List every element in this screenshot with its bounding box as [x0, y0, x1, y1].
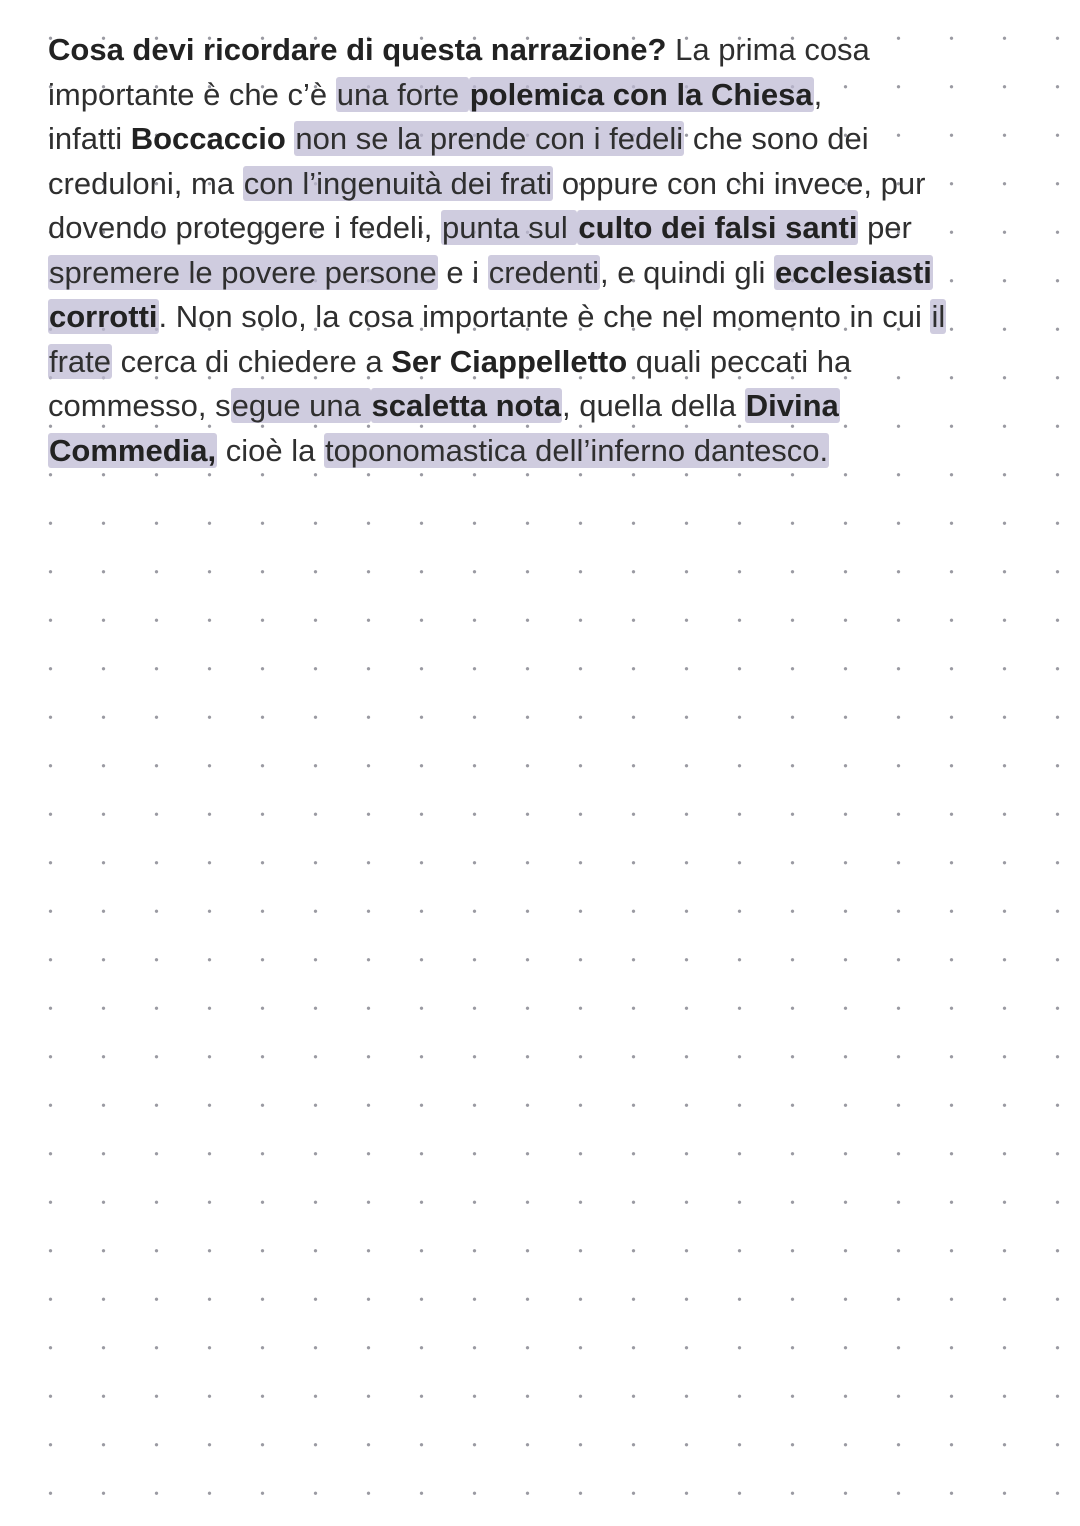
highlighted-text: toponomastica dell’inferno dantesco.: [324, 432, 829, 468]
text-line: [48, 384, 1048, 429]
text-line: [48, 429, 1048, 474]
text-run: creduloni, ma: [48, 165, 243, 201]
text-run: , quella della: [562, 388, 745, 423]
text-line: [48, 162, 1048, 207]
text-line: [48, 251, 1048, 296]
highlighted-text: una forte: [336, 76, 468, 112]
highlighted-text: spremere le povere persone: [49, 254, 437, 290]
text-run: quali peccati ha: [627, 343, 852, 379]
text-run: . Non solo, la cosa importante è che nel momento in cui: [158, 299, 931, 334]
text-run: per: [858, 210, 912, 245]
text-run: infatti: [48, 121, 131, 156]
text-line: [48, 73, 1048, 118]
text-line: [48, 206, 1048, 251]
text-line: [48, 340, 1048, 385]
highlighted-text: credenti: [488, 254, 599, 290]
highlighted-text: non se la prende con i fedeli: [295, 121, 684, 156]
text-run: commesso, s: [48, 388, 231, 423]
highlighted-bold-text: ecclesiasti: [775, 254, 932, 290]
highlighted-bold-text: scaletta nota: [371, 388, 562, 423]
highlighted-bold-text: corrotti: [49, 299, 158, 334]
text-line: [48, 117, 1048, 162]
text-run: e i: [437, 254, 488, 290]
highlighted-text: con l’ingenuità dei frati: [243, 165, 553, 201]
text-run: La prima cosa: [666, 32, 870, 67]
text-run: cioè la: [217, 432, 324, 468]
highlighted-bold-text: Divina: [745, 388, 839, 423]
highlighted-bold-text: Commedia,: [49, 432, 217, 468]
highlighted-bold-text: polemica con la Chiesa: [469, 76, 813, 112]
highlighted-text: egue una: [231, 388, 370, 423]
text-run: cerca di chiedere a: [112, 343, 392, 379]
text-run: importante è che c’è: [48, 76, 336, 112]
text-run: oppure con chi invece, pur: [553, 165, 926, 201]
highlighted-bold-text: culto dei falsi santi: [578, 210, 858, 245]
bold-text: Cosa devi ricordare di questa narrazione?: [48, 32, 667, 67]
text-run: , e quindi gli: [599, 254, 775, 290]
note-paragraph: [48, 28, 1048, 473]
highlighted-text: il: [931, 299, 946, 334]
text-run: che sono dei: [684, 121, 869, 156]
bold-text: Ser Ciappelletto: [391, 343, 628, 379]
highlighted-text: frate: [49, 343, 112, 379]
text-run: ,: [813, 76, 823, 112]
text-run: dovendo proteggere i fedeli,: [48, 210, 441, 245]
text-line: [48, 28, 1048, 73]
highlighted-text: punta sul: [441, 210, 577, 245]
text-line: [48, 295, 1048, 340]
bold-text: Boccaccio: [130, 121, 286, 156]
